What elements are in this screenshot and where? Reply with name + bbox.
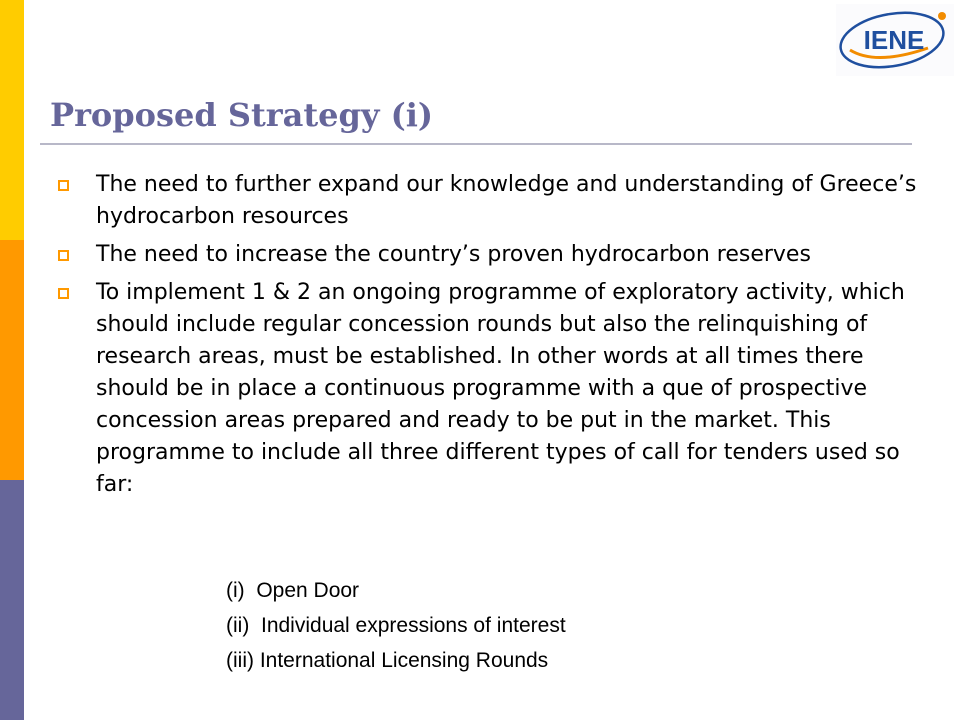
bullet-text: The need to further expand our knowledge and understanding of Greece’s hydrocarbon resources — [96, 172, 917, 229]
bullet-list — [58, 169, 918, 507]
bullet-item — [58, 239, 918, 271]
square-bullet-icon — [58, 250, 69, 261]
tender-type-item: (i) Open Door — [226, 579, 360, 602]
square-bullet-icon — [58, 288, 69, 299]
slide-title: Proposed Strategy (i) — [50, 96, 434, 134]
tender-type-item: (ii) Individual expressions of interest — [226, 614, 566, 637]
tender-types-list — [226, 573, 566, 678]
bullet-item — [58, 277, 918, 501]
side-bar-orange — [0, 240, 24, 480]
tender-type-item: (iii) International Licensing Rounds — [226, 649, 549, 672]
logo-text: IENE — [863, 25, 925, 55]
side-bar-purple — [0, 480, 24, 720]
side-bar-yellow — [0, 0, 24, 240]
bullet-item — [58, 169, 918, 233]
square-bullet-icon — [58, 180, 69, 191]
bullet-text: The need to increase the country’s proven hydrocarbon reserves — [96, 242, 811, 267]
title-divider — [40, 143, 912, 145]
iene-logo — [836, 4, 954, 76]
bullet-text: To implement 1 & 2 an ongoing programme of exploratory activity, which should include regular concession rounds but also the relinquishing of research areas, must be established. In other words at all times there should be in place a continuous programme with a que of prospective concession areas prepared and ready to be put in the market. This programme to include all three different types of call for tenders used so far: — [96, 280, 905, 497]
